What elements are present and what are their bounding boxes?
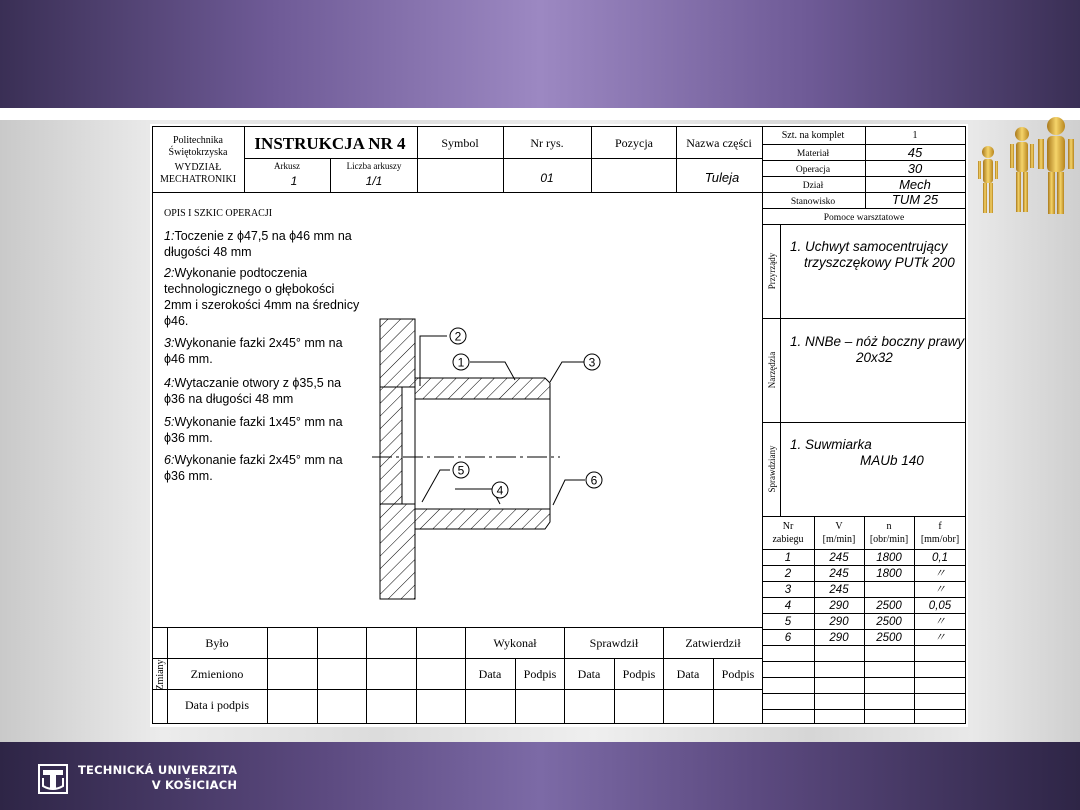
qty-label: Szt. na komplet <box>781 130 845 141</box>
approved-sign: Podpis <box>721 667 755 681</box>
made-by: Wykonał <box>493 636 537 650</box>
qty-value: 1 <box>912 130 918 141</box>
params-header-v-unit: [m/min] <box>822 534 856 545</box>
fixtures-label: Przyrządy <box>767 252 777 290</box>
callout-label-5: 5 <box>457 463 465 478</box>
operation-1-line-1: 1:Toczenie z ϕ47,5 na ϕ46 mm na <box>164 229 352 243</box>
params-cell-r6-c1: 6 <box>784 632 792 644</box>
operation-3-line-1: 3:Wykonanie fazki 2x45° mm na <box>164 336 343 350</box>
header-symbol: Symbol <box>441 136 479 150</box>
params-cell-r1-c2: 245 <box>829 552 849 564</box>
approved-by: Zatwierdził <box>685 636 741 650</box>
checked-by: Sprawdził <box>589 636 639 650</box>
operation-5-line-1: 5:Wykonanie fazki 1x45° mm na <box>164 415 343 429</box>
header-university: Politechnika <box>173 135 223 146</box>
header-sheets-count-label: Liczba arkuszy <box>346 161 402 171</box>
params-cell-r2-c3: 1800 <box>876 568 902 580</box>
header-drawing-no: Nr rys. <box>530 136 564 150</box>
made-date: Data <box>478 667 502 681</box>
operation-2-line-2: technologicznego o głębokości <box>164 282 335 296</box>
operation-4-line-2: ϕ36 na długości 48 mm <box>164 392 294 406</box>
gauge-line-2: MAUb 140 <box>860 453 924 468</box>
university-logo-icon <box>38 764 68 794</box>
changes-was: Było <box>205 636 229 650</box>
station-label: Stanowisko <box>790 197 836 207</box>
params-header-f-unit: [mm/obr] <box>920 534 960 545</box>
made-sign: Podpis <box>523 667 557 681</box>
operation-2-line-1: 2:Wykonanie podtoczenia <box>164 266 308 280</box>
operation-1-line-2: długości 48 mm <box>164 245 252 259</box>
params-header-n: n <box>886 521 892 532</box>
operation-4-line-1: 4:Wytaczanie otwory z ϕ35,5 na <box>164 376 342 390</box>
university-name-line2: V KOŠICIACH <box>151 778 238 792</box>
header-university-2: Świętokrzyska <box>168 147 228 158</box>
operation-3-line-2: ϕ46 mm. <box>164 352 213 366</box>
params-cell-r1-c3: 1800 <box>876 552 902 564</box>
tool-line-1: 1. NNBe – nóż boczny prawy <box>790 334 965 349</box>
params-header-nr-2: zabiegu <box>772 534 804 545</box>
changes-changed: Zmieniono <box>190 667 244 681</box>
params-cell-r4-c1: 4 <box>784 600 792 612</box>
params-cell-r3-c2: 245 <box>829 584 849 596</box>
callout-label-2: 2 <box>454 329 462 344</box>
header-sheet-value: 1 <box>290 174 298 188</box>
changes-side-label: Zmiany <box>155 659 166 691</box>
params-cell-r5-c3: 2500 <box>876 616 902 628</box>
station-value: TUM 25 <box>891 192 939 207</box>
gold-figures-image <box>968 114 1080 224</box>
operations-title: OPIS I SZKIC OPERACJI <box>164 208 273 219</box>
operation-value: 30 <box>907 161 923 176</box>
params-cell-r1-c1: 1 <box>784 552 792 564</box>
operation-label: Operacja <box>795 165 831 175</box>
changes-date-sign: Data i podpis <box>185 698 249 712</box>
tools-label: Narzędzia <box>767 351 777 389</box>
header-faculty-2: MECHATRONIKI <box>159 174 237 185</box>
params-cell-r6-c3: 2500 <box>876 632 902 644</box>
tool-line-2: 20x32 <box>856 350 893 365</box>
params-cell-r6-c2: 290 <box>829 632 849 644</box>
params-cell-r1-c4: 0,1 <box>932 552 948 564</box>
checked-sign: Podpis <box>622 667 656 681</box>
header-part-name: Nazwa części <box>686 136 752 150</box>
header-faculty: WYDZIAŁ <box>174 162 222 173</box>
operation-2-line-3: 2mm i szerokości 4mm na średnicy <box>164 298 360 312</box>
dept-value: Mech <box>899 177 931 192</box>
dept-label: Dział <box>802 181 824 191</box>
params-cell-r5-c4: 〃 <box>934 616 946 628</box>
params-cell-r5-c1: 5 <box>784 616 792 628</box>
header-sheet-label: Arkusz <box>274 161 300 171</box>
material-label: Materiał <box>796 149 830 159</box>
header-drawing-no-value: 01 <box>540 171 554 185</box>
params-cell-r6-c4: 〃 <box>934 632 946 644</box>
params-cell-r4-c3: 2500 <box>876 600 902 612</box>
params-header-v: V <box>835 521 843 532</box>
callout-label-1: 1 <box>457 355 465 370</box>
divider-strip <box>0 108 1080 120</box>
university-name <box>78 763 237 793</box>
header-part-name-value: Tuleja <box>704 170 740 185</box>
top-banner <box>0 0 1080 108</box>
gauge-line-1: 1. Suwmiarka <box>790 437 872 452</box>
operation-2-line-4: ϕ46. <box>164 314 189 328</box>
operation-6-line-1: 6:Wykonanie fazki 2x45° mm na <box>164 453 343 467</box>
fixture-line-2: trzyszczękowy PUTk 200 <box>804 255 955 270</box>
params-cell-r4-c4: 0,05 <box>928 600 952 612</box>
fixture-line-1: 1. Uchwyt samocentrujący <box>790 239 948 254</box>
material-value: 45 <box>907 145 923 160</box>
header-title: INSTRUKCJA NR 4 <box>254 134 406 153</box>
aids-label: Pomoce warsztatowe <box>823 213 905 223</box>
params-cell-r3-c4: 〃 <box>934 584 946 596</box>
operation-6-line-2: ϕ36 mm. <box>164 469 213 483</box>
params-cell-r2-c2: 245 <box>829 568 849 580</box>
header-sheets-count-value: 1/1 <box>365 174 383 188</box>
params-header-n-unit: [obr/min] <box>869 534 909 545</box>
callout-label-3: 3 <box>588 355 596 370</box>
params-header-f: f <box>938 521 942 532</box>
approved-date: Data <box>676 667 700 681</box>
callout-label-6: 6 <box>590 473 598 488</box>
params-cell-r2-c1: 2 <box>784 568 792 580</box>
checked-date: Data <box>577 667 601 681</box>
params-cell-r2-c4: 〃 <box>934 568 946 580</box>
header-position: Pozycja <box>615 136 653 150</box>
gauges-label: Sprawdziany <box>767 445 777 493</box>
university-name-line1: TECHNICKÁ UNIVERZITA <box>78 763 238 777</box>
params-cell-r5-c2: 290 <box>829 616 849 628</box>
params-header-nr: Nr <box>782 521 794 532</box>
callout-label-4: 4 <box>496 483 504 498</box>
process-sheet <box>150 124 968 727</box>
params-cell-r3-c1: 3 <box>784 584 792 596</box>
params-cell-r4-c2: 290 <box>829 600 849 612</box>
operation-5-line-2: ϕ36 mm. <box>164 431 213 445</box>
